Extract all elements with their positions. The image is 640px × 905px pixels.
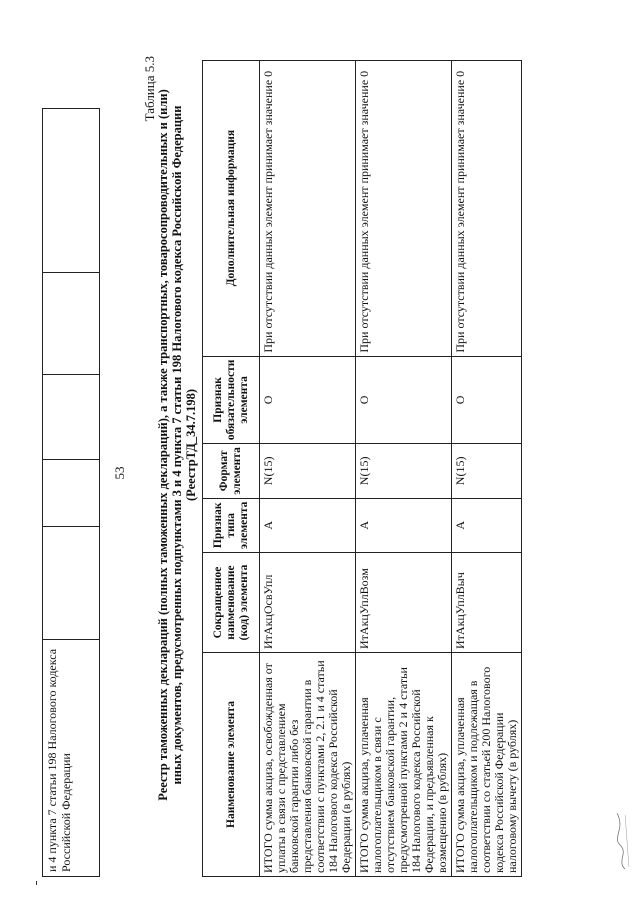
table-row bbox=[356, 60, 452, 876]
table-row bbox=[452, 60, 522, 876]
element-format-cell: N(15) bbox=[452, 444, 522, 498]
element-name-cell: ИТОГО сумма акциза, освобожденная от уплаты в связи с представлением банковской гарантии либо без представления банковской гарантии в соответствии с пунктами 2, 2.1 и 4 статьи 184 Налогового кодекса Российской Федерации (в рублях) bbox=[260, 653, 356, 877]
table-row bbox=[260, 60, 356, 876]
column-header: Признак типа элемента bbox=[203, 498, 260, 552]
element-name-cell: ИТОГО сумма акциза, уплаченная налогоплательщиком в связи с отсутствием банковской гарантии, предусмотренной пунктами 2 и 4 статьи 184 Налогового кодекса Российской Федерации, и предъявленная к возмещению (в рублях) bbox=[356, 653, 452, 877]
previous-table-cell-empty bbox=[43, 109, 100, 273]
column-header: Дополнительная информация bbox=[203, 60, 260, 356]
element-name-cell: ИТОГО сумма акциза, уплаченная налогоплательщиком и подлежащая в соответствии со статьей 200 Налогового кодекса Российской Федерации налоговому вычету (в рублях) bbox=[452, 653, 522, 877]
scan-stamp bbox=[611, 811, 634, 872]
previous-table-cell-empty bbox=[43, 273, 100, 375]
page-number: 53 bbox=[112, 466, 127, 480]
element-type-cell: А bbox=[356, 498, 452, 552]
table-title: Реестр таможенных деклараций (полных таможенных деклараций), а также транспортных, товаросопроводительных и (или) иных документов, предусмотренных подпунктами 3 и 4 пункта 7 статьи 198 Налогового кодекса Российской Федерации (РеестрТД_34.7.198) bbox=[156, 89, 198, 801]
column-header: Формат элемента bbox=[203, 444, 260, 498]
registry-table bbox=[202, 60, 522, 877]
element-format-cell: N(15) bbox=[260, 444, 356, 498]
table-row bbox=[43, 109, 100, 877]
element-info-cell: При отсутствии данных элемент принимает значение 0 bbox=[452, 60, 522, 356]
element-required-cell: О bbox=[260, 356, 356, 444]
element-code-cell: ИтАкцУплВозм bbox=[356, 553, 452, 653]
element-type-cell: А bbox=[452, 498, 522, 552]
stamp-scribble-icon bbox=[611, 811, 631, 872]
margin-mark bbox=[36, 881, 37, 885]
element-type-cell: А bbox=[260, 498, 356, 552]
table-label: Таблица 5.3 bbox=[142, 56, 157, 122]
previous-table-cell-empty bbox=[43, 460, 100, 527]
previous-table-cell-empty bbox=[43, 375, 100, 460]
table-header-row bbox=[203, 60, 260, 876]
column-header: Сокращенное наименование (код) элемента bbox=[203, 553, 260, 653]
element-info-cell: При отсутствии данных элемент принимает значение 0 bbox=[356, 60, 452, 356]
previous-table-fragment bbox=[42, 108, 100, 877]
element-required-cell: О bbox=[356, 356, 452, 444]
column-header: Наименование элемента bbox=[203, 653, 260, 877]
element-info-cell: При отсутствии данных элемент принимает значение 0 bbox=[260, 60, 356, 356]
element-code-cell: ИтАкцУплВыч bbox=[452, 553, 522, 653]
element-code-cell: ИтАкцОсвУпл bbox=[260, 553, 356, 653]
previous-table-cell-empty bbox=[43, 527, 100, 640]
element-format-cell: N(15) bbox=[356, 444, 452, 498]
previous-table-cell: и 4 пункта 7 статьи 198 Налогового кодекса Российской Федерации bbox=[43, 640, 100, 877]
column-header: Признак обязательности элемента bbox=[203, 356, 260, 444]
element-required-cell: О bbox=[452, 356, 522, 444]
